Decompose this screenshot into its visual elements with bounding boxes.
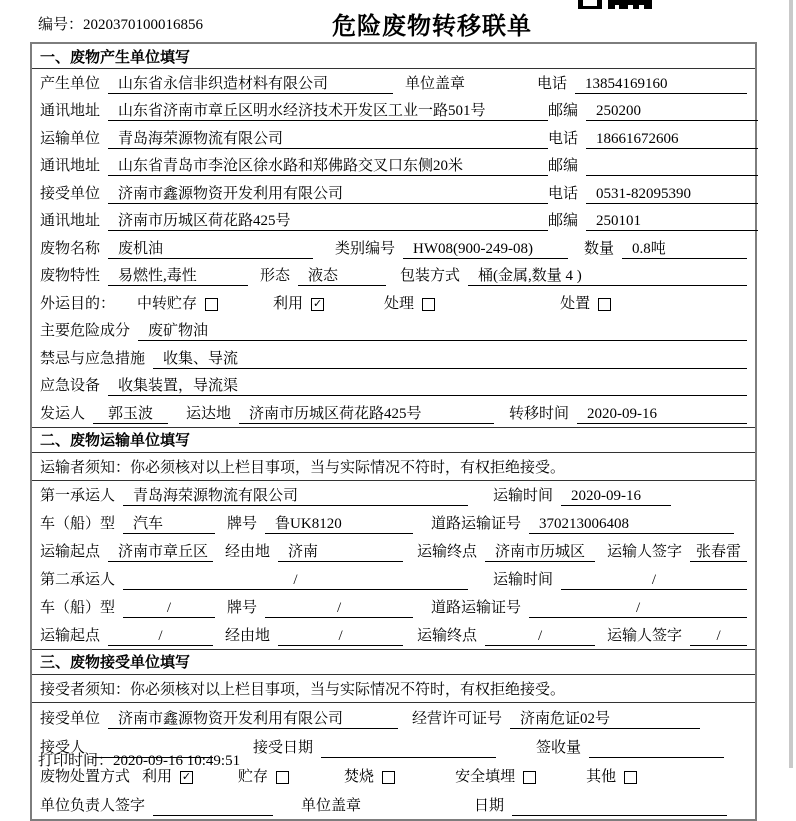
road-permit-label: 道路运输证号 <box>431 599 522 616</box>
address-label: 通讯地址 <box>40 158 101 174</box>
purpose-option-utilize <box>273 295 324 314</box>
hazard-component-value: 废矿物油 <box>138 322 747 341</box>
via-label: 经由地 <box>225 543 271 560</box>
emergency-measure-label: 禁忌与应急措施 <box>40 350 146 367</box>
accept-person-label: 接受人 <box>40 739 86 756</box>
manifest-table <box>30 42 757 821</box>
date-value <box>512 797 727 816</box>
section-2 <box>32 427 755 649</box>
transport-time-value-2: / <box>561 571 747 590</box>
accept-date-value <box>321 739 496 758</box>
accept-date-label: 接受日期 <box>253 739 314 756</box>
via-label: 经由地 <box>225 627 271 644</box>
origin-value-2: / <box>108 627 213 646</box>
address-label: 通讯地址 <box>40 213 101 229</box>
transporter-unit-value: 青岛海荣源物流有限公司 <box>108 130 548 149</box>
producer-unit-row <box>32 69 755 97</box>
phone-label: 电话 <box>548 185 579 202</box>
road-permit-value-2: / <box>529 599 747 618</box>
vehicle-type-label: 车（船）型 <box>40 515 116 532</box>
transfer-time-label: 转移时间 <box>509 405 570 422</box>
endpoint-value: 济南市历城区 <box>485 543 595 562</box>
origin-label: 运输起点 <box>40 543 101 560</box>
option-label: 利用 <box>142 768 173 785</box>
checkbox-disposal-utilize[interactable]: ✓ <box>181 769 192 783</box>
transport-time-label: 运输时间 <box>493 487 554 504</box>
receiver-unit-value: 济南市鑫源物资开发利用有限公司 <box>108 185 548 204</box>
transport-time-label: 运输时间 <box>493 571 554 588</box>
page-title: 危险废物转移联单 <box>332 14 532 40</box>
transporter-unit-row <box>32 124 755 152</box>
waste-name-row <box>32 234 755 262</box>
print-time-value: 2020-09-16 10:49:51 <box>113 753 241 769</box>
section-3 <box>32 649 755 819</box>
shipper-label: 发运人 <box>40 405 86 422</box>
receiver-address-value: 济南市历城区荷花路425号 <box>108 212 548 231</box>
option-label: 焚烧 <box>344 768 375 785</box>
accept-unit-row <box>32 703 755 732</box>
hazard-component-label: 主要危险成分 <box>40 323 131 339</box>
transport-purpose-label: 外运目的： <box>40 295 116 312</box>
plate-number-value-2: / <box>265 599 413 618</box>
hazard-component-row <box>32 317 755 345</box>
origin-value: 济南市章丘区 <box>108 543 213 562</box>
print-time-label: 打印时间： <box>38 753 114 769</box>
transporter-phone-value: 18661672606 <box>586 130 758 149</box>
disposal-method-label: 废物处置方式 <box>40 768 131 785</box>
waste-name-label: 废物名称 <box>40 240 101 257</box>
destination-label: 运达地 <box>186 405 232 422</box>
option-label: 其他 <box>586 768 617 785</box>
producer-zip-value: 250200 <box>586 102 758 121</box>
disposal-option-utilize <box>142 768 193 787</box>
leader-signature-value <box>153 797 273 816</box>
checkbox-disposal-storage[interactable] <box>276 771 289 784</box>
route-row-1 <box>32 537 755 565</box>
checkbox-utilize[interactable]: ✓ <box>312 296 323 310</box>
first-carrier-label: 第一承运人 <box>40 487 116 504</box>
transporter-zip-value <box>586 157 758 176</box>
option-label: 利用 <box>273 295 304 312</box>
emergency-measure-value: 收集、导流 <box>153 350 747 369</box>
shipper-row <box>32 399 755 427</box>
packing-label: 包装方式 <box>400 268 461 284</box>
phone-label: 电话 <box>548 130 579 147</box>
receiver-zip-value: 250101 <box>586 212 758 231</box>
vehicle-type-row-2 <box>32 593 755 621</box>
qr-code-fragment-icon <box>578 0 652 9</box>
via-value: 济南 <box>278 543 403 562</box>
checkbox-transfer-storage[interactable] <box>205 298 218 311</box>
section-3-header: 三、废物接受单位填写 <box>32 649 755 675</box>
leader-signature-label: 单位负责人签字 <box>40 797 146 814</box>
category-code-label: 类别编号 <box>335 240 396 257</box>
plate-number-label: 牌号 <box>227 515 258 532</box>
leader-signature-row <box>32 790 755 819</box>
vehicle-type-value: 汽车 <box>123 515 215 534</box>
producer-unit-value: 山东省永信非织造材料有限公司 <box>108 75 393 94</box>
option-label: 安全填埋 <box>455 768 516 785</box>
receiver-notice: 接受者须知：你必须核对以上栏目事项，当与实际情况不符时，有权拒绝接受。 <box>32 675 755 703</box>
waste-name-value: 废机油 <box>108 240 313 259</box>
transfer-time-value: 2020-09-16 <box>577 405 747 424</box>
option-label: 处置 <box>560 295 591 312</box>
quantity-value: 0.8吨 <box>622 240 747 259</box>
transport-purpose-row <box>32 289 755 317</box>
option-label: 处理 <box>384 295 415 312</box>
carrier-sign-value: 张春雷 <box>690 543 747 562</box>
waste-character-row <box>32 262 755 290</box>
license-value: 济南危证02号 <box>510 710 700 729</box>
road-permit-label: 道路运输证号 <box>431 515 522 532</box>
checkbox-disposal-incinerate[interactable] <box>382 771 395 784</box>
receiver-address-row <box>32 207 755 235</box>
endpoint-label: 运输终点 <box>417 627 478 644</box>
vehicle-type-label: 车（船）型 <box>40 599 116 616</box>
packing-value: 桶(金属,数量 4 ) <box>468 267 747 286</box>
disposal-option-incinerate <box>344 768 395 787</box>
category-code-value: HW08(900-249-08) <box>403 240 568 259</box>
form-label: 形态 <box>260 268 291 284</box>
purpose-option-treat <box>384 295 435 314</box>
address-label: 通讯地址 <box>40 103 101 119</box>
destination-value: 济南市历城区荷花路425号 <box>239 405 494 424</box>
option-label: 中转贮存 <box>137 295 198 312</box>
accept-unit-value: 济南市鑫源物资开发利用有限公司 <box>108 710 398 729</box>
first-carrier-row <box>32 481 755 509</box>
transporter-notice: 运输者须知：你必须核对以上栏目事项，当与实际情况不符时，有权拒绝接受。 <box>32 453 755 481</box>
plate-number-label: 牌号 <box>227 599 258 616</box>
serial-value: 2020370100016856 <box>83 17 204 33</box>
disposal-option-other <box>586 768 637 787</box>
transport-time-value: 2020-09-16 <box>561 487 671 506</box>
transporter-unit-label: 运输单位 <box>40 130 101 147</box>
emergency-measure-row <box>32 344 755 372</box>
serial-label: 编号： <box>38 17 84 33</box>
emergency-equipment-row <box>32 372 755 400</box>
unit-seal-label: 单位盖章 <box>301 797 362 814</box>
unit-seal-label: 单位盖章 <box>405 75 466 92</box>
producer-address-row <box>32 97 755 125</box>
waste-character-label: 废物特性 <box>40 268 101 284</box>
shipper-value: 郭玉波 <box>93 405 168 424</box>
producer-phone-value: 13854169160 <box>575 75 747 94</box>
section-2-header: 二、废物运输单位填写 <box>32 427 755 453</box>
serial-number <box>38 13 203 34</box>
checkbox-dispose[interactable] <box>598 298 611 311</box>
option-label: 贮存 <box>238 768 269 785</box>
carrier-sign-label: 运输人签字 <box>607 627 683 644</box>
received-amount-label: 签收量 <box>536 739 582 756</box>
receiver-phone-value: 0531-82095390 <box>586 185 758 204</box>
origin-label: 运输起点 <box>40 627 101 644</box>
purpose-option-dispose <box>560 295 611 314</box>
second-carrier-row <box>32 565 755 593</box>
section-1-header: 一、废物产生单位填写 <box>32 44 755 69</box>
transporter-address-row <box>32 152 755 180</box>
scrollbar-track[interactable] <box>789 0 793 768</box>
date-label: 日期 <box>474 797 505 814</box>
zip-label: 邮编 <box>548 213 579 229</box>
via-value-2: / <box>278 627 403 646</box>
disposal-option-landfill <box>455 768 536 787</box>
vehicle-type-row-1 <box>32 509 755 537</box>
route-row-2 <box>32 621 755 649</box>
carrier-sign-value-2: / <box>690 627 747 646</box>
endpoint-value-2: / <box>485 627 595 646</box>
vehicle-type-value-2: / <box>123 599 215 618</box>
quantity-label: 数量 <box>584 240 615 257</box>
second-carrier-label: 第二承运人 <box>40 571 116 588</box>
receiver-unit-row <box>32 179 755 207</box>
disposal-option-storage <box>238 768 289 787</box>
carrier-sign-label: 运输人签字 <box>607 543 683 560</box>
transporter-address-value: 山东省青岛市李沧区徐水路和郑佛路交叉口东侧20米 <box>108 157 548 176</box>
purpose-option-transfer-storage <box>137 295 218 314</box>
producer-unit-label: 产生单位 <box>40 75 101 92</box>
form-value: 液态 <box>298 267 386 286</box>
received-amount-value <box>589 739 724 758</box>
zip-label: 邮编 <box>548 103 579 119</box>
first-carrier-value: 青岛海荣源物流有限公司 <box>123 487 468 506</box>
emergency-equipment-label: 应急设备 <box>40 378 101 394</box>
checkbox-treat[interactable] <box>422 298 435 311</box>
waste-character-value: 易燃性,毒性 <box>108 267 248 286</box>
second-carrier-value: / <box>123 571 468 590</box>
accept-unit-label: 接受单位 <box>40 710 101 727</box>
producer-address-value: 山东省济南市章丘区明水经济技术开发区工业一路501号 <box>108 102 548 121</box>
road-permit-value: 370213006408 <box>529 515 734 534</box>
checkbox-disposal-other[interactable] <box>624 771 637 784</box>
receiver-unit-label: 接受单位 <box>40 185 101 202</box>
plate-number-value: 鲁UK8120 <box>265 515 413 534</box>
zip-label: 邮编 <box>548 158 579 174</box>
checkbox-disposal-landfill[interactable] <box>523 771 536 784</box>
endpoint-label: 运输终点 <box>417 543 478 560</box>
print-time <box>38 749 240 770</box>
license-label: 经营许可证号 <box>412 710 503 727</box>
emergency-equipment-value: 收集装置，导流渠 <box>108 377 747 396</box>
phone-label: 电话 <box>536 75 567 92</box>
